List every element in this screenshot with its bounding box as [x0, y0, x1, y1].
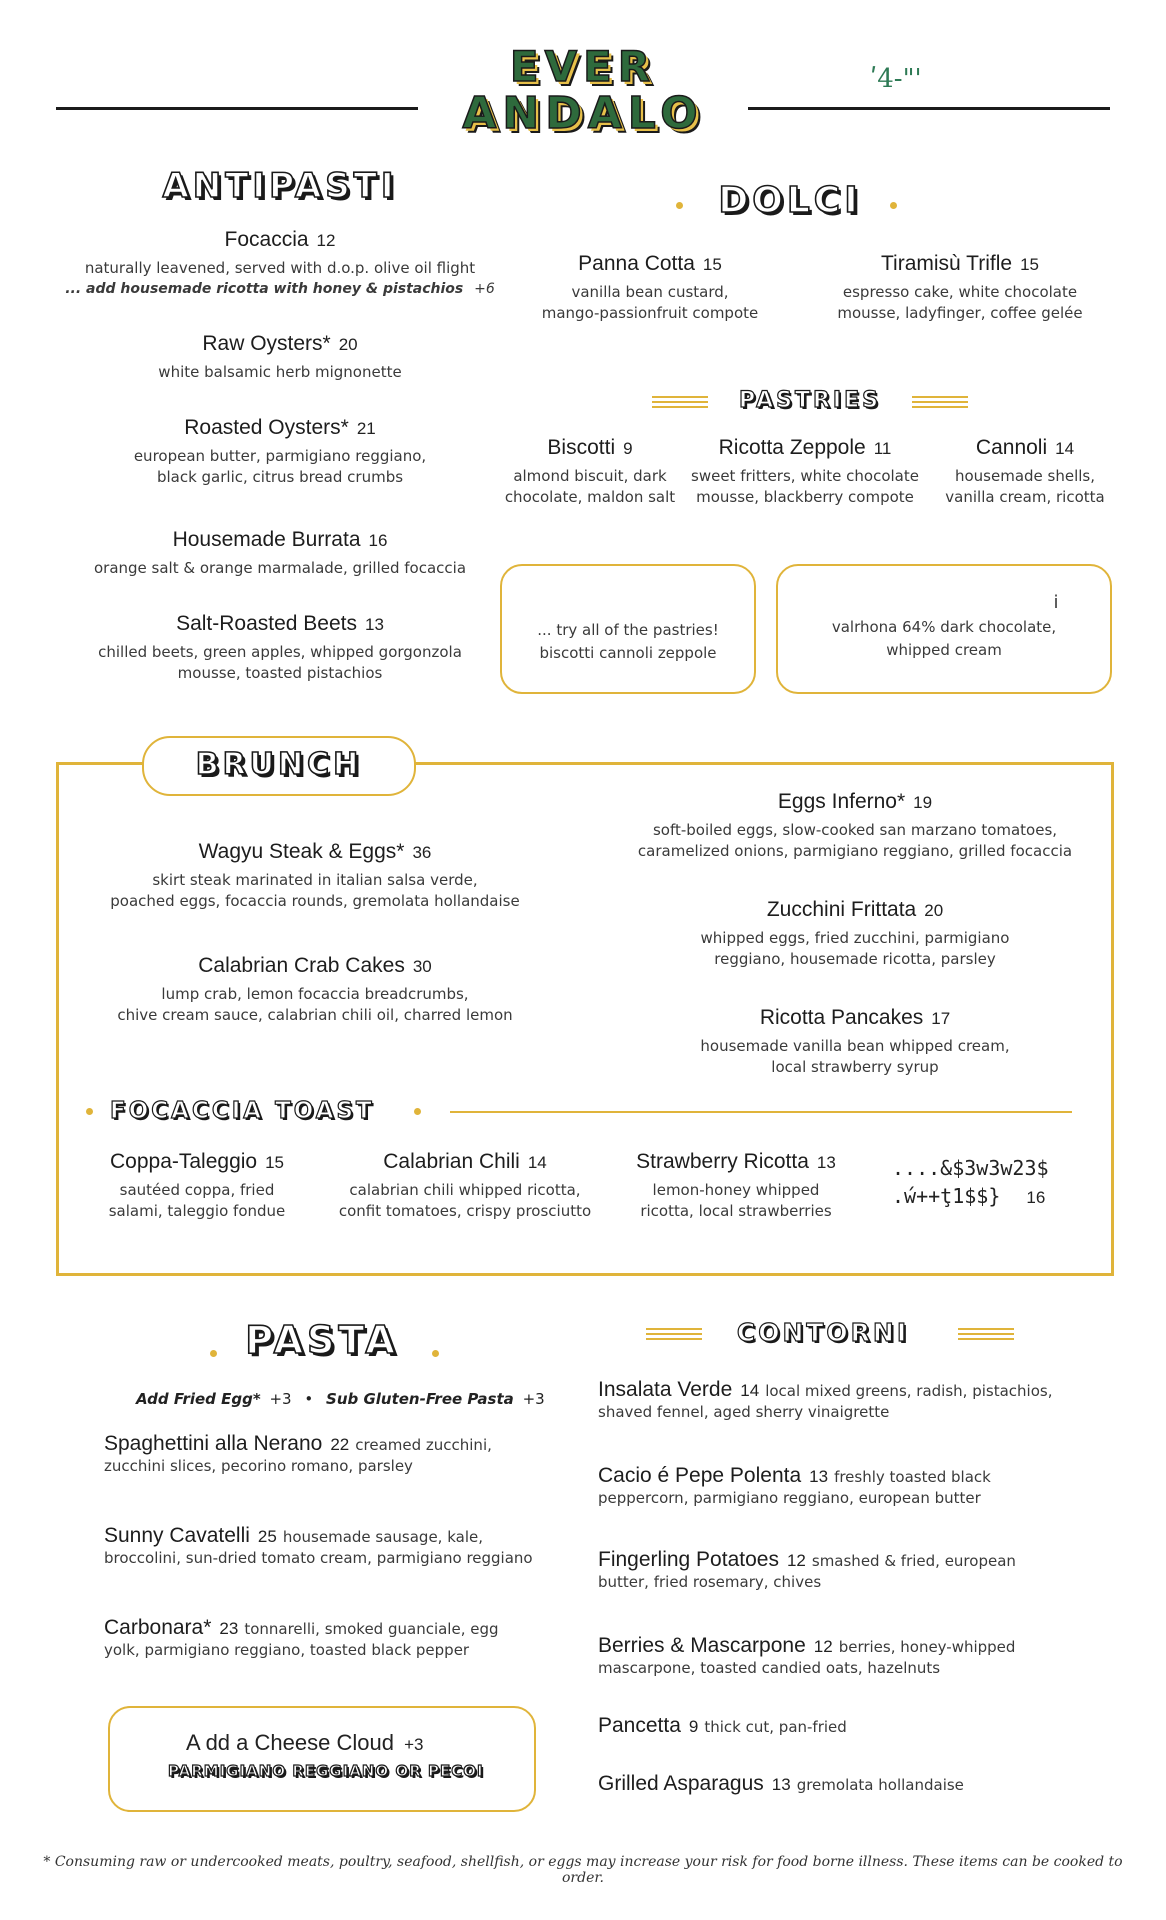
cheese-cloud-heading	[186, 1730, 534, 1756]
antipasti-item-focaccia	[60, 228, 500, 300]
item-price: 14	[740, 1381, 760, 1400]
item-name: Wagyu Steak & Eggs*	[198, 840, 405, 863]
contorni-item-polenta	[598, 1464, 1098, 1509]
item-desc-2: shaved fennel, aged sherry vinaigrette	[598, 1403, 890, 1421]
toast-dot-left	[86, 1108, 93, 1115]
item-name: Roasted Oysters*	[184, 416, 349, 439]
item-name: Coppa-Taleggio	[109, 1150, 258, 1173]
pastries-item-zeppole	[690, 436, 920, 508]
item-desc: local mixed greens, radish, pistachios,	[765, 1382, 1053, 1400]
item-desc-2: mousse, ladyfinger, coffee gelée	[837, 304, 1083, 322]
item-desc-2: yolk, parmigiano reggiano, toasted black pepper	[104, 1641, 470, 1659]
item-price: 15	[1020, 255, 1039, 274]
addon-price: +6	[474, 281, 495, 297]
cheese-cloud-sub: PARMIGIANO REGGIANO OR PECOI	[168, 1762, 484, 1780]
logo	[430, 44, 736, 138]
item-name: Ricotta Pancakes	[759, 1006, 924, 1029]
item-desc: housemade shells,	[954, 467, 1096, 485]
item-desc: housemade vanilla bean whipped cream,	[700, 1037, 1010, 1055]
brunch-item-wagyu	[90, 840, 540, 912]
logo-line-2: ANDALO	[462, 88, 704, 139]
brunch-item-crab-cakes	[90, 954, 540, 1026]
item-price: 14	[527, 1153, 547, 1172]
item-name: Tiramisù Trifle	[881, 252, 1013, 275]
item-price: 13	[771, 1775, 791, 1794]
addon-separator: •	[304, 1390, 314, 1408]
logo-line-1: EVER	[509, 42, 657, 91]
item-name: Calabrian Crab Cakes	[198, 954, 405, 977]
item-price: 13	[816, 1153, 836, 1172]
item-desc: vanilla bean custard,	[571, 283, 729, 301]
item-desc-2: poached eggs, focaccia rounds, gremolata hollandaise	[110, 892, 520, 910]
chocolate-box	[776, 564, 1112, 694]
item-price: 14	[1055, 439, 1075, 458]
pasta-item-nerano	[104, 1432, 544, 1477]
contorni-item-asparagus	[598, 1772, 1098, 1796]
item-name: Ricotta Zeppole	[718, 436, 866, 459]
item-name: Salt-Roasted Beets	[176, 612, 357, 635]
brunch-title: BRUNCH	[195, 747, 363, 782]
item-price: 16	[368, 531, 388, 550]
dolci-item-panna-cotta	[510, 252, 790, 324]
item-desc: white balsamic herb mignonette	[158, 363, 402, 381]
pastries-item-biscotti	[490, 436, 690, 508]
item-name: Berries & Mascarpone	[598, 1634, 806, 1657]
item-desc-2: caramelized onions, parmigiano reggiano, grilled focaccia	[637, 842, 1073, 860]
antipasti-item-burrata	[60, 528, 500, 579]
item-price: 36	[412, 843, 432, 862]
contorni-item-insalata	[598, 1378, 1098, 1423]
pasta-dot-right	[432, 1350, 439, 1357]
item-name: Sunny Cavatelli	[104, 1524, 250, 1547]
item-name: Fingerling Potatoes	[598, 1548, 779, 1571]
pasta-item-carbonara	[104, 1616, 544, 1661]
item-desc: berries, honey-whipped	[838, 1638, 1016, 1656]
garbled-price: 16	[1026, 1188, 1046, 1207]
item-price: 25	[257, 1527, 277, 1546]
pastries-bars-left	[652, 396, 708, 408]
item-name: Strawberry Ricotta	[636, 1150, 809, 1173]
dolci-item-tiramisu	[820, 252, 1100, 324]
item-desc: espresso cake, white chocolate	[842, 283, 1078, 301]
item-price: 9	[623, 439, 633, 458]
brunch-tab	[142, 736, 416, 796]
dolci-dot-right	[890, 202, 897, 209]
item-desc: tonnarelli, smoked guanciale, egg	[244, 1620, 499, 1638]
brunch-item-frittata	[620, 898, 1090, 970]
item-desc-2: mousse, toasted pistachios	[177, 664, 383, 682]
addon-gf: Sub Gluten-Free Pasta	[326, 1390, 514, 1408]
item-desc: gremolata hollandaise	[796, 1776, 964, 1794]
item-desc-2: ricotta, local strawberries	[640, 1202, 832, 1220]
item-name: Zucchini Frittata	[766, 898, 917, 921]
item-desc-2: chocolate, maldon salt	[504, 488, 676, 506]
item-name: Focaccia	[224, 228, 309, 251]
brunch-item-pancakes	[620, 1006, 1090, 1078]
item-price: 19	[913, 793, 933, 812]
item-price: 21	[356, 419, 376, 438]
toast-dot-right	[414, 1108, 421, 1115]
item-desc-2: broccolini, sun-dried tomato cream, parmigiano reggiano	[104, 1549, 533, 1567]
item-desc: orange salt & orange marmalade, grilled focaccia	[93, 559, 467, 577]
item-name: Insalata Verde	[598, 1378, 733, 1401]
item-desc-2: mousse, blackberry compote	[696, 488, 914, 506]
item-name: Housemade Burrata	[172, 528, 361, 551]
sampler-line-1: ... try all of the pastries!	[537, 621, 719, 639]
item-desc: creamed zucchini,	[355, 1436, 492, 1454]
item-desc: almond biscuit, dark	[513, 467, 667, 485]
toast-title: FOCACCIA TOAST	[110, 1098, 375, 1124]
brunch-item-eggs-inferno	[620, 790, 1090, 862]
item-desc: lump crab, lemon focaccia breadcrumbs,	[161, 985, 469, 1003]
item-desc-2: salami, taleggio fondue	[108, 1202, 286, 1220]
toast-item-coppa	[84, 1150, 310, 1222]
antipasti-item-raw-oysters	[60, 332, 500, 383]
item-name: Eggs Inferno*	[777, 790, 906, 813]
item-name: Cacio é Pepe Polenta	[598, 1464, 802, 1487]
item-desc-2: mascarpone, toasted candied oats, hazelnuts	[598, 1659, 941, 1677]
cheese-cloud-price: +3	[404, 1735, 424, 1754]
item-price: 20	[338, 335, 358, 354]
contorni-item-pancetta	[598, 1714, 1098, 1738]
item-price: 9	[688, 1717, 699, 1736]
item-desc: whipped eggs, fried zucchini, parmigiano	[700, 929, 1010, 947]
addon-text: ... add housemade ricotta with honey & pistachios	[65, 281, 464, 297]
item-price: 12	[316, 231, 336, 250]
item-desc-2: peppercorn, parmigiano reggiano, european butter	[598, 1489, 981, 1507]
contorni-bars-right	[958, 1328, 1014, 1340]
item-price: 13	[365, 615, 384, 634]
item-desc-2: local strawberry syrup	[771, 1058, 939, 1076]
item-desc: calabrian chili whipped ricotta,	[349, 1181, 581, 1199]
antipasti-item-roasted-oysters	[60, 416, 500, 488]
pastries-item-cannoli	[930, 436, 1120, 508]
contorni-item-potatoes	[598, 1548, 1098, 1593]
addon-egg-price: +3	[269, 1390, 292, 1408]
antipasti-item-beets	[60, 612, 500, 684]
item-price: 17	[931, 1009, 951, 1028]
garbled-line-2	[892, 1184, 1092, 1208]
item-price: 15	[702, 255, 722, 274]
header-rule-right	[748, 107, 1110, 110]
item-price: 12	[786, 1551, 806, 1570]
item-name: Calabrian Chili	[383, 1150, 520, 1173]
addon-gf-price: +3	[522, 1390, 545, 1408]
item-desc: housemade sausage, kale,	[282, 1528, 483, 1546]
sampler-line-2: biscotti cannoli zeppole	[539, 644, 717, 662]
contorni-item-berries	[598, 1634, 1098, 1679]
item-desc: sautéed coppa, fried	[119, 1181, 275, 1199]
item-addon	[60, 279, 500, 300]
item-desc: thick cut, pan-fried	[704, 1718, 847, 1736]
item-name: Cannoli	[975, 436, 1048, 459]
item-desc-2: confit tomatoes, crispy prosciutto	[338, 1202, 592, 1220]
pasta-dot-left	[210, 1350, 217, 1357]
pasta-addons	[136, 1390, 556, 1408]
pastry-sampler-box	[500, 564, 756, 694]
garbled-line-1: ....&$3w3w23$	[892, 1156, 1049, 1180]
item-desc: sweet fritters, white chocolate	[691, 467, 919, 485]
footer-note: * Consuming raw or undercooked meats, poultry, seafood, shellfish, or eggs may increase your risk for food borne illness. These items can be cooked to order.	[43, 1854, 1123, 1886]
item-desc: smashed & fried, european	[811, 1552, 1016, 1570]
item-desc-2: chive cream sauce, calabrian chili oil, charred lemon	[117, 1006, 513, 1024]
pasta-title: PASTA	[245, 1318, 399, 1362]
pastries-bars-right	[912, 396, 968, 408]
item-desc-2: reggiano, housemade ricotta, parsley	[714, 950, 996, 968]
addon-egg: Add Fried Egg*	[136, 1390, 261, 1408]
garbled-text: .ẃ++ţ1$$}	[892, 1184, 1001, 1208]
item-name: Panna Cotta	[578, 252, 695, 275]
toast-item-garbled	[892, 1156, 1092, 1208]
item-desc: european butter, parmigiano reggiano,	[133, 447, 427, 465]
item-price: 23	[219, 1619, 239, 1638]
item-desc: skirt steak marinated in italian salsa verde,	[152, 871, 478, 889]
item-price: 11	[873, 439, 892, 458]
item-desc: chilled beets, green apples, whipped gorgonzola	[98, 643, 462, 661]
pastries-title: PASTRIES	[739, 388, 881, 413]
contorni-title: CONTORNI	[736, 1318, 910, 1347]
contorni-bars-left	[646, 1328, 702, 1340]
item-name: Spaghettini alla Nerano	[104, 1432, 323, 1455]
item-desc-2: black garlic, citrus bread crumbs	[156, 468, 404, 486]
item-desc-2: mango-passionfruit compote	[541, 304, 759, 322]
chocolate-line-1: valrhona 64% dark chocolate,	[831, 618, 1057, 636]
item-name: Biscotti	[547, 436, 616, 459]
item-desc-2: vanilla cream, ricotta	[945, 488, 1105, 506]
dolci-dot-left	[676, 202, 683, 209]
item-name: Grilled Asparagus	[598, 1772, 764, 1795]
item-desc: soft-boiled eggs, slow-cooked san marzano tomatoes,	[652, 821, 1058, 839]
chocolate-line-2: whipped cream	[886, 641, 1002, 659]
item-price: 30	[412, 957, 432, 976]
item-price: 13	[809, 1467, 829, 1486]
item-price: 22	[330, 1435, 350, 1454]
item-price: 20	[924, 901, 944, 920]
toast-item-strawberry	[612, 1150, 860, 1222]
header-rule-left	[56, 107, 418, 110]
dolci-title: DOLCI	[718, 180, 862, 221]
item-desc-2: zucchini slices, pecorino romano, parsley	[104, 1457, 413, 1475]
item-name: Carbonara*	[104, 1616, 212, 1639]
item-name: Raw Oysters*	[202, 332, 331, 355]
toast-rule	[450, 1111, 1072, 1113]
item-name: Pancetta	[598, 1714, 681, 1737]
header-mark: ʹ4-"'	[870, 64, 922, 94]
item-desc: naturally leavened, served with d.o.p. olive oil flight	[84, 259, 476, 277]
cheese-cloud-box	[108, 1706, 536, 1812]
item-price: 15	[265, 1153, 285, 1172]
item-price: 12	[813, 1637, 833, 1656]
cheese-cloud-title: A dd a Cheese Cloud	[186, 1730, 394, 1755]
item-desc: lemon-honey whipped	[652, 1181, 820, 1199]
pasta-item-cavatelli	[104, 1524, 544, 1569]
chocolate-mark: i	[1053, 592, 1059, 613]
item-desc: freshly toasted black	[834, 1468, 991, 1486]
antipasti-title: ANTIPASTI	[162, 166, 398, 206]
item-desc-2: butter, fried rosemary, chives	[598, 1573, 822, 1591]
toast-item-calabrian	[330, 1150, 600, 1222]
